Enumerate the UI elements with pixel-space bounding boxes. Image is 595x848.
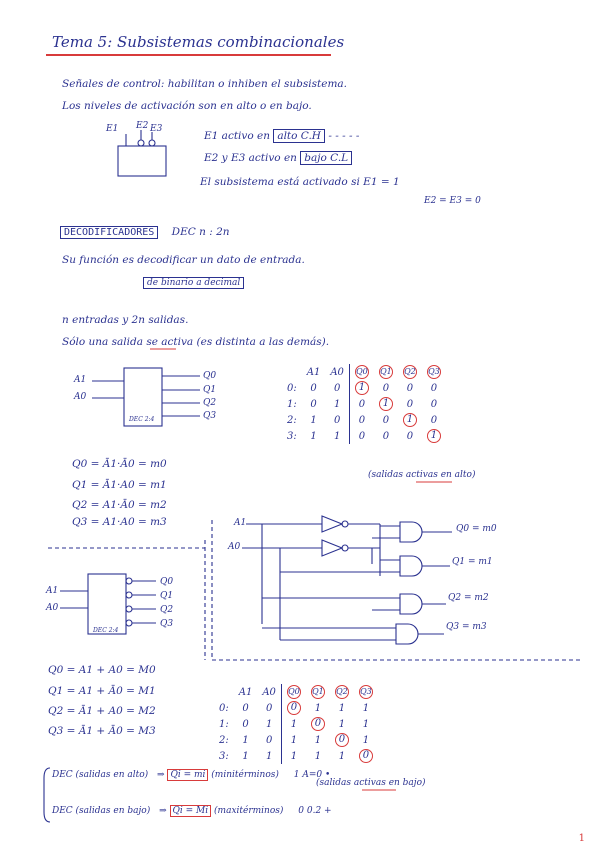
title-underline [46,54,331,56]
block2-out-q1: Q1 [160,591,174,601]
summary-high-mark: 1 A=0 • [293,770,331,780]
e1-active-text: E1 activo en [204,130,270,142]
block1-out-q2: Q2 [203,398,217,408]
e1-active-line: E1 activo en alto C.H - - - - - [204,130,360,142]
control-signals-line [62,78,347,90]
block1-name: DEC 2:4 [129,416,155,423]
block2-out-q2: Q2 [160,605,174,615]
decoders-heading-line [60,226,230,238]
table-row: 1: 0 1 1 0 1 1 [214,716,378,732]
table-low-caption: (salidas activas en bajo) [316,778,426,788]
e2-label: E2 [136,121,149,131]
eq-low-1: Q1 = A1 + Ā0 = M1 [48,685,156,697]
function-text: Su función es decodificar un dato de entrada. [62,254,305,266]
activated-condition: El subsistema está activado si E1 = 1 [200,176,400,188]
summary-low-label: DEC (salidas en bajo) [52,806,151,816]
gate-input-a0: A0 [228,542,241,552]
and-gate-q1-icon [400,556,422,576]
table-header-row: A1 A0 Q0 Q1 Q2 Q3 [282,364,446,380]
enable-block [118,146,166,176]
block2-name: DEC 2:4 [93,627,119,634]
truth-table-low [214,684,378,764]
block1-out-q0: Q0 [203,371,217,381]
eq-high-0: Q0 = Ā1·Ā0 = m0 [72,458,167,470]
summary-low-box: Qi = Mi [170,805,212,817]
e23-active-text: E2 y E3 activo en [204,152,297,164]
table-row: 3: 1 1 1 1 1 0 [214,748,378,764]
table-row: 0: 0 0 0 1 1 1 [214,700,378,716]
eq-high-1: Q1 = Ā1·A0 = m1 [72,479,167,491]
block1-input-a1: A1 [74,375,87,385]
gate-out-q2: Q2 = m2 [448,593,489,603]
and-gate-q3-icon [396,624,418,644]
block1-input-a0: A0 [74,392,87,402]
summary-high-box: Qi = mi [167,769,208,781]
e2-bubble-icon [138,140,144,146]
not-gate-a1-icon [322,516,342,532]
block2-input-a0: A0 [46,603,59,613]
eq-low-0: Q0 = A1 + A0 = M0 [48,664,156,676]
io-text: n entradas y 2n salidas. [62,314,189,326]
gate-out-q3: Q3 = m3 [446,622,487,632]
block1-out-q1: Q1 [203,385,217,395]
eq-high-3: Q3 = A1·A0 = m3 [72,516,167,528]
activated-condition-2: E2 = E3 = 0 [424,196,481,206]
gate-out-q0: Q0 = m0 [456,524,497,534]
table-row: 1: 0 1 0 1 0 0 [282,396,446,412]
e3-label: E3 [150,124,163,134]
summary-low: DEC (salidas en bajo) ⇒ Qi = Mi (maxitérminos) 0 0.2 + [52,806,332,816]
eq-low-3: Q3 = Ā1 + Ā0 = M3 [48,725,156,737]
e1-active-box: alto C.H [273,129,325,143]
block1-out-q3: Q3 [203,411,217,421]
summary-low-text: (maxitérminos) [214,806,284,816]
gate-input-a1: A1 [234,518,247,528]
decoders-heading: DECODIFICADORES [60,226,158,239]
table-header-row: A1 A0 Q0 Q1 Q2 Q3 [214,684,378,700]
table-high-caption: (salidas activas en alto) [368,470,476,480]
e1-label: E1 [106,124,119,134]
summary-low-mark: 0 0.2 + [298,806,332,816]
e3-bubble-icon [149,140,155,146]
summary-bracket [44,768,50,822]
activation-levels-line: Los niveles de activación son en alto o en bajo. [62,100,312,112]
dec-n-label: DEC n : 2n [171,226,230,238]
and-gate-q0-icon [400,522,422,542]
function-box: de binario a decimal [143,278,244,288]
summary-high-label: DEC (salidas en alto) [52,770,149,780]
and-gate-q2-icon [400,594,422,614]
summary-high: DEC (salidas en alto) ⇒ Qi = mi (minitérminos) 1 A=0 • [52,770,331,780]
control-signals-label: Señales de control: [62,78,165,90]
control-signals-text: habilitan o inhiben el subsistema. [167,78,348,90]
e23-active-box: bajo C.L [300,151,352,165]
e23-active-line [204,152,352,164]
eq-low-2: Q2 = Ā1 + A0 = M2 [48,705,156,717]
table-row: 3: 1 1 0 0 0 1 [282,428,446,444]
page-number: 1 [578,833,585,844]
one-active-text: Sólo una salida se activa (es distinta a las demás). [62,336,330,348]
block2-out-q0: Q0 [160,577,174,587]
table-row: 2: 1 0 0 0 1 0 [282,412,446,428]
truth-table-high [282,364,446,444]
not-gate-a0-icon [322,540,342,556]
dec-block-2 [88,574,126,634]
gate-out-q1: Q1 = m1 [452,557,493,567]
eq-high-2: Q2 = A1·Ā0 = m2 [72,499,167,511]
table-row: 0: 0 0 1 0 0 0 [282,380,446,396]
block2-out-q3: Q3 [160,619,174,629]
block2-input-a1: A1 [46,586,59,596]
table-row: 2: 1 0 1 1 0 1 [214,732,378,748]
summary-high-text: (minitérminos) [211,770,279,780]
page-title: Tema 5: Subsistemas combinacionales [52,33,345,51]
